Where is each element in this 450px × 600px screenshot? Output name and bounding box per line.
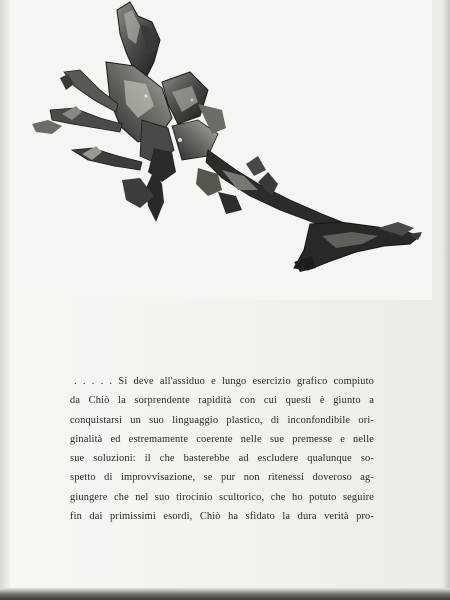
- text-line: fin dai primissimi esordi, Chiò ha sfidato la dura verità pro-: [70, 511, 374, 523]
- text-line: . . . . . Si deve all'assiduo e lungo esercizio grafico compiuto: [74, 376, 374, 387]
- page-edge-bottom: [0, 588, 450, 600]
- text-line: ginalità ed estremamente coerente nelle sue premesse e nelle: [70, 433, 374, 445]
- text-line: spetto di improvvisazione, se pur non ritenessi doveroso ag-: [70, 472, 374, 484]
- page-edge-left: [0, 0, 10, 600]
- text-line: sue soluzioni: il che basterebbe ad escludere qualunque so-: [70, 453, 374, 465]
- essay-text: [70, 372, 374, 526]
- text-line: giungere che nel suo tirocinio scultorico, che ho potuto seguire: [70, 491, 374, 503]
- text-line: da Chiò la sorprendente rapidità con cui questi è giunto a: [70, 395, 374, 407]
- text-line: conquistarsi un suo linguaggio plastico, di inconfondibile ori-: [70, 414, 374, 426]
- sculpture-illustration: [22, 0, 432, 300]
- sculpture-photo: [22, 0, 432, 300]
- page-edge-right: [442, 0, 450, 600]
